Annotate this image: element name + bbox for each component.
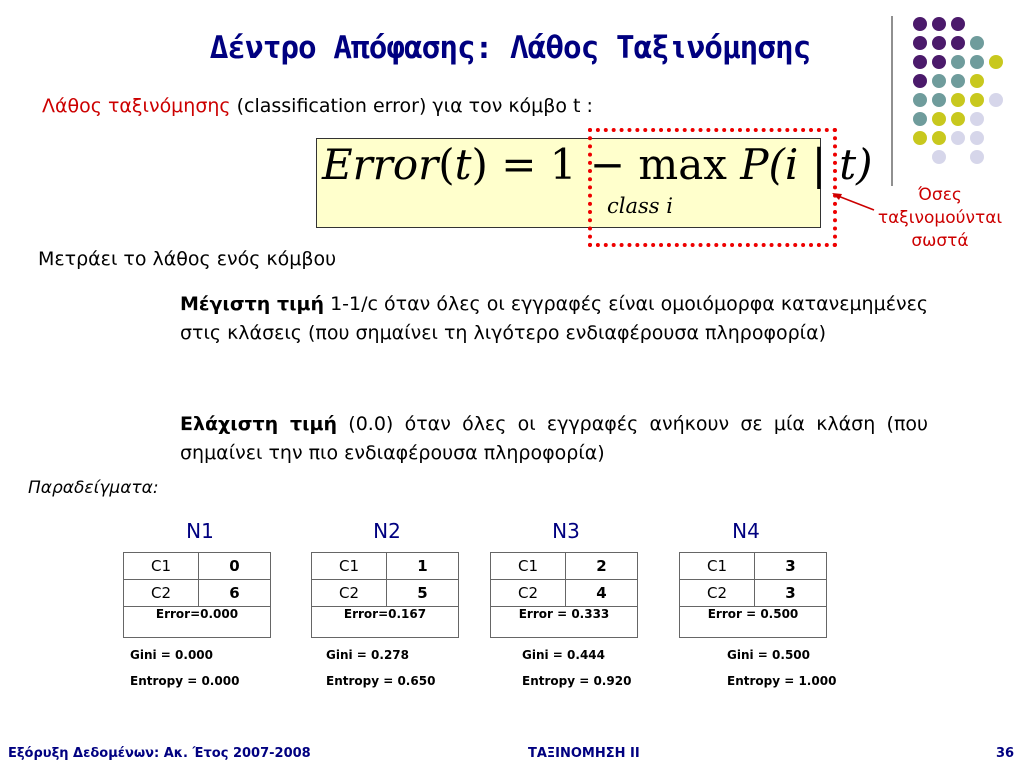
decor-dot <box>932 55 946 69</box>
node-label: N1 <box>186 519 214 543</box>
entropy-value: Entropy = 0.000 <box>130 674 240 688</box>
decor-dot <box>932 74 946 88</box>
table-row <box>312 580 458 607</box>
table-row <box>124 553 270 580</box>
gini-value: Gini = 0.444 <box>522 648 605 662</box>
decor-dot <box>932 93 946 107</box>
class-count: 0 <box>229 557 240 575</box>
decor-dot <box>951 93 965 107</box>
class-count: 2 <box>596 557 607 575</box>
decor-dot <box>913 55 927 69</box>
gini-value: Gini = 0.278 <box>326 648 409 662</box>
table-row <box>312 553 458 580</box>
decor-dot <box>932 150 946 164</box>
table-row <box>124 580 270 607</box>
decor-dot <box>970 74 984 88</box>
error-value: Error = 0.500 <box>707 607 799 621</box>
node-label: N2 <box>373 519 401 543</box>
max-value-text: 1-1/c όταν όλες οι εγγραφές είναι ομοιόμορφα κατανεμημένες στις κλάσεις (που σημαίνει τη λιγότερο ενδιαφέρουσα πληροφορία) <box>180 293 928 344</box>
decor-dot <box>913 17 927 31</box>
decor-dot <box>951 36 965 50</box>
formula-p: P <box>740 140 769 189</box>
table-row <box>491 580 637 607</box>
class-count: 6 <box>229 584 240 602</box>
table-row <box>680 580 826 607</box>
decor-dot <box>970 93 984 107</box>
decor-dot <box>932 112 946 126</box>
table-row <box>491 553 637 580</box>
formula-equals: = 1 − <box>487 140 639 189</box>
intro-rest: (classification error) για τον κόμβο t : <box>230 95 593 117</box>
table-row <box>680 553 826 580</box>
entropy-value: Entropy = 1.000 <box>727 674 837 688</box>
min-value-paragraph <box>180 410 928 468</box>
gini-value: Gini = 0.500 <box>727 648 810 662</box>
node-table <box>490 552 638 638</box>
class-count: 5 <box>417 584 428 602</box>
decor-dot <box>913 131 927 145</box>
decor-dot <box>970 131 984 145</box>
max-value-paragraph <box>180 290 928 348</box>
class-count: 4 <box>596 584 607 602</box>
gini-value: Gini = 0.000 <box>130 648 213 662</box>
decor-dot <box>913 93 927 107</box>
class-label: C2 <box>124 580 199 606</box>
error-value: Error = 0.333 <box>518 607 610 621</box>
class-label: C1 <box>124 553 199 579</box>
decor-dot <box>970 150 984 164</box>
decor-dot <box>951 17 965 31</box>
decor-dot <box>970 36 984 50</box>
decor-dot <box>932 131 946 145</box>
node-label: N4 <box>732 519 760 543</box>
decor-dot <box>989 93 1003 107</box>
decor-dot <box>951 55 965 69</box>
examples-label: Παραδείγματα: <box>28 478 159 498</box>
decor-dot <box>951 74 965 88</box>
formula-max: max <box>638 140 741 189</box>
class-label: C1 <box>680 553 755 579</box>
page-number: 36 <box>996 746 1015 761</box>
class-label: C2 <box>491 580 566 606</box>
entropy-value: Entropy = 0.920 <box>522 674 632 688</box>
max-value-label: Μέγιστη τιμή <box>180 293 324 315</box>
decor-dot <box>932 17 946 31</box>
class-label: C1 <box>491 553 566 579</box>
highlight-box <box>588 128 837 247</box>
decor-dot <box>970 112 984 126</box>
intro-term: Λάθος ταξινόμησης <box>42 95 231 117</box>
decor-dot <box>913 74 927 88</box>
decor-dot <box>951 112 965 126</box>
class-count: 3 <box>785 557 796 575</box>
node-table <box>123 552 271 638</box>
formula-condition: (i | t) <box>768 140 873 189</box>
formula-paren-close: ) <box>471 140 488 189</box>
decor-dot <box>951 131 965 145</box>
formula-paren-open: ( <box>438 140 455 189</box>
class-count: 1 <box>417 557 428 575</box>
callout-line-1: Όσες <box>918 185 962 205</box>
decor-dot <box>989 55 1003 69</box>
class-count: 3 <box>785 584 796 602</box>
class-label: C2 <box>312 580 387 606</box>
min-value-text: (0.0) όταν όλες οι εγγραφές ανήκουν σε μία κλάση (που σημαίνει την πιο ενδιαφέρουσα πληροφορία) <box>180 413 928 464</box>
class-label: C2 <box>680 580 755 606</box>
node-table <box>311 552 459 638</box>
decor-dot <box>970 55 984 69</box>
decor-dot <box>913 36 927 50</box>
class-label: C1 <box>312 553 387 579</box>
formula-t: t <box>454 140 472 189</box>
node-table <box>679 552 827 638</box>
callout-line-3: σωστά <box>911 231 969 251</box>
callout-line-2: ταξινομούνται <box>877 208 1003 228</box>
footer-course: Εξόρυξη Δεδομένων: Ακ. Έτος 2007-2008 <box>8 746 311 761</box>
node-label: N3 <box>552 519 580 543</box>
intro-line <box>42 95 593 117</box>
slide-title: Δέντρο Απόφασης: Λάθος Ταξινόμησης <box>209 30 811 66</box>
formula-error: Error <box>322 140 439 189</box>
footer-chapter: ΤΑΞΙΝΟΜΗΣΗ ΙΙ <box>528 746 640 761</box>
entropy-value: Entropy = 0.650 <box>326 674 436 688</box>
decor-dot <box>913 112 927 126</box>
callout-text <box>860 184 1020 253</box>
measures-text: Μετράει το λάθος ενός κόμβου <box>38 248 337 270</box>
min-value-label: Ελάχιστη τιμή <box>180 413 338 435</box>
decor-dot <box>932 36 946 50</box>
error-value: Error=0.000 <box>155 607 239 621</box>
formula-subscript: class i <box>607 194 673 218</box>
error-value: Error=0.167 <box>343 607 427 621</box>
